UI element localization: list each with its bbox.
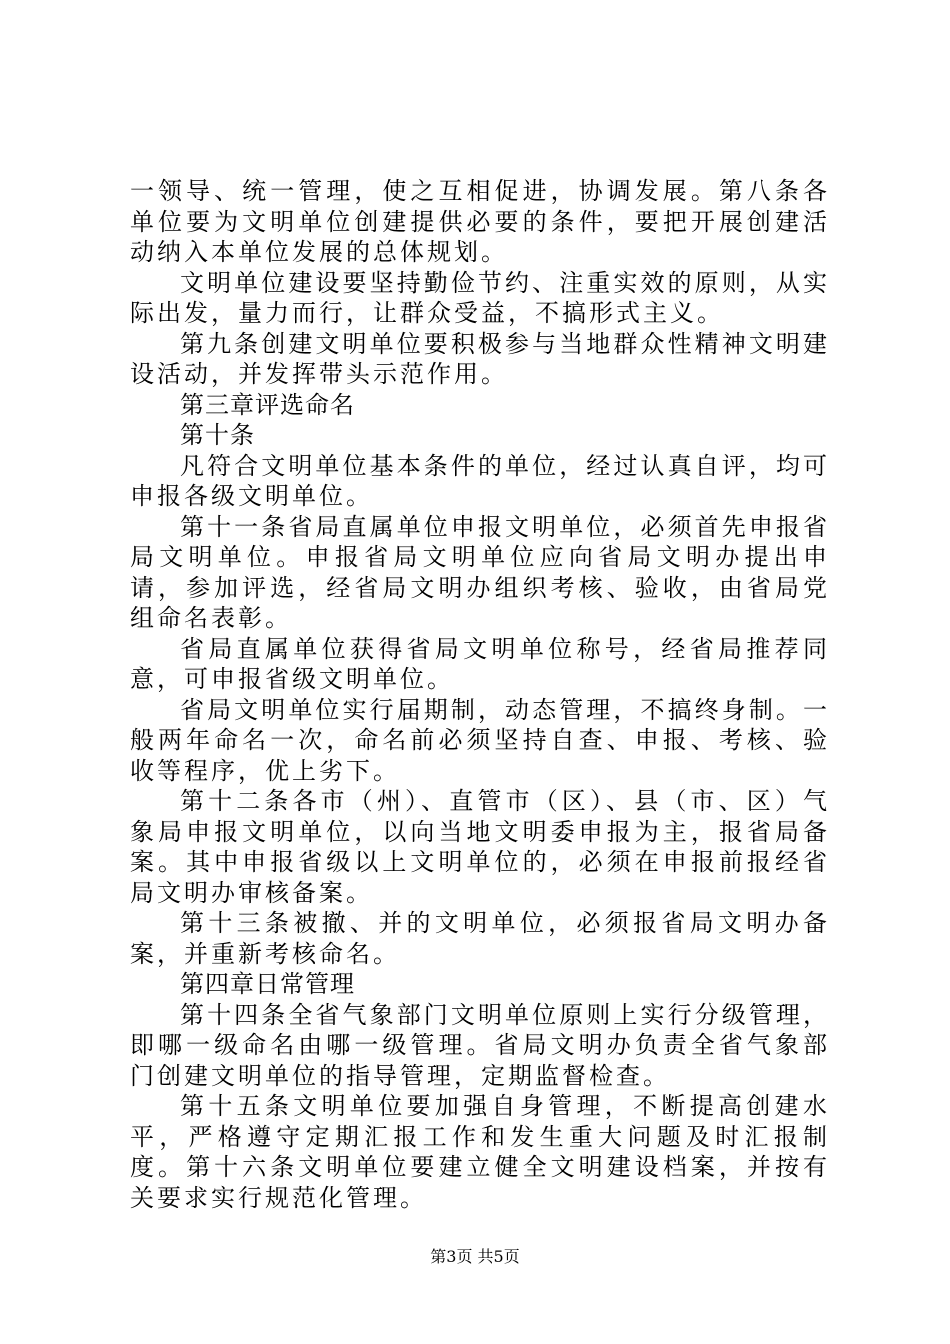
article-9: 第九条创建文明单位要积极参与当地群众性精神文明建设活动，并发挥带头示范作用。 [130,329,830,388]
article-15: 第十五条文明单位要加强自身管理，不断提高创建水平，严格遵守定期汇报工作和发生重大问题及时汇报制度。第十六条文明单位要建立健全文明建设档案，并按有关要求实行规范化管理。 [130,1092,830,1212]
paragraph: 省局直属单位获得省局文明单位称号，经省局推荐同意，可申报省级文明单位。 [130,634,830,693]
paragraph-continuation: 一领导、统一管理，使之互相促进，协调发展。第八条各单位要为文明单位创建提供必要的条件，要把开展创建活动纳入本单位发展的总体规划。 [130,177,830,266]
chapter-3-heading: 第三章评选命名 [180,390,355,419]
article-12: 第十二条各市（州）、直管市（区）、县（市、区）气象局申报文明单位，以向当地文明委申报为主，报省局备案。其中申报省级以上文明单位的，必须在申报前报经省局文明办审核备案。 [130,787,830,907]
body-text [130,176,830,1213]
article-14: 第十四条全省气象部门文明单位原则上实行分级管理，即哪一级命名由哪一级管理。省局文明办负责全省气象部门创建文明单位的指导管理，定期监督检查。 [130,1000,830,1090]
article-11: 第十一条省局直属单位申报文明单位，必须首先申报省局文明单位。申报省局文明单位应向省局文明办提出申请，参加评选，经省局文明办组织考核、验收，由省局党组命名表彰。 [130,512,830,632]
paragraph: 凡符合文明单位基本条件的单位，经过认真自评，均可申报各级文明单位。 [130,451,830,510]
article-13: 第十三条被撤、并的文明单位，必须报省局文明办备案，并重新考核命名。 [130,909,830,968]
paragraph: 文明单位建设要坚持勤俭节约、注重实效的原则，从实际出发，量力而行，让群众受益，不搞形式主义。 [130,268,830,327]
paragraph: 省局文明单位实行届期制，动态管理，不搞终身制。一般两年命名一次，命名前必须坚持自查、申报、考核、验收等程序，优上劣下。 [130,695,830,785]
page-number-footer: 第3页 共5页 [430,1247,520,1266]
article-10-heading: 第十条 [180,421,255,449]
chapter-4-heading: 第四章日常管理 [180,970,355,998]
